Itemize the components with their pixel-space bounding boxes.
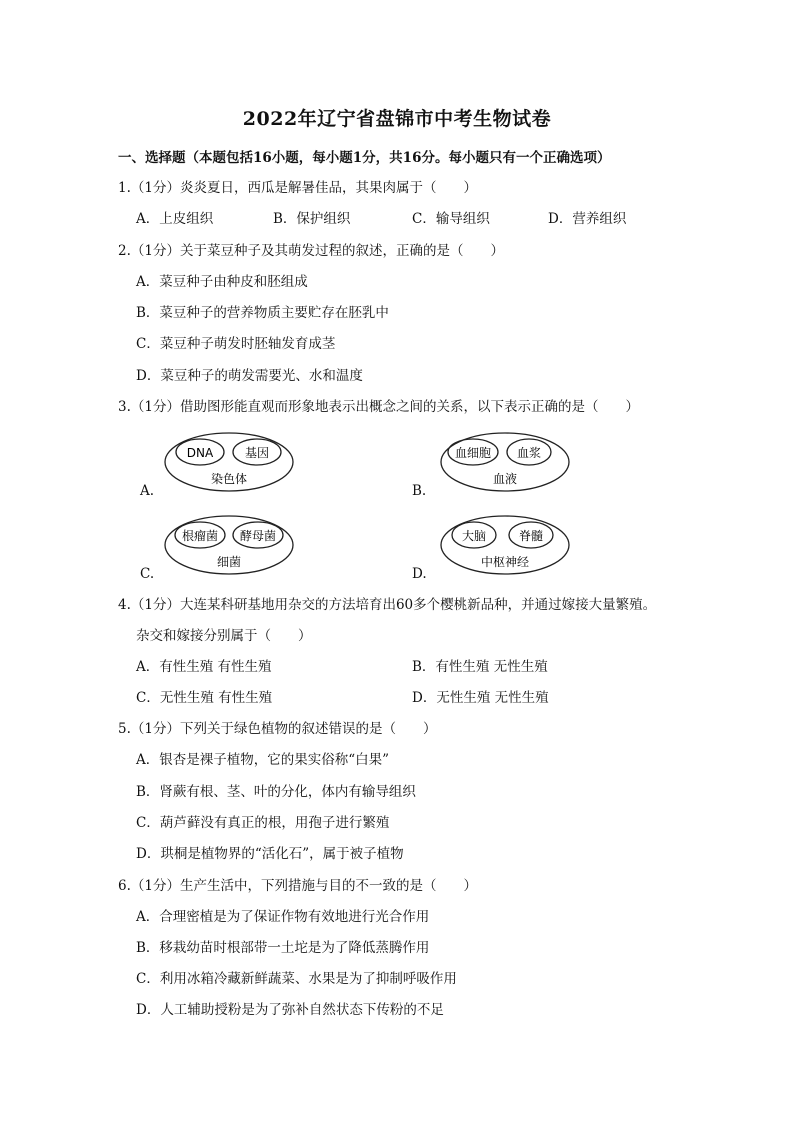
question-3-option-d: D. xyxy=(412,566,427,582)
question-1-option-a: A．上皮组织 xyxy=(136,211,214,227)
inner-label-left: 根瘤菌 xyxy=(181,529,219,543)
inner-label-right: 基因 xyxy=(244,446,270,460)
question-2-option-b: B．菜豆种子的营养物质主要贮存在胚乳中 xyxy=(136,305,389,321)
venn-diagram-c xyxy=(163,514,295,576)
question-2-option-d: D．菜豆种子的萌发需要光、水和温度 xyxy=(136,368,363,384)
question-6-option-c: C．利用冰箱冷藏新鲜蔬菜、水果是为了抑制呼吸作用 xyxy=(136,971,457,987)
question-4-option-a: A．有性生殖 有性生殖 xyxy=(136,659,272,675)
question-5-option-c: C．葫芦藓没有真正的根，用孢子进行繁殖 xyxy=(136,815,390,831)
question-4-stem: 4.（1分）大连某科研基地用杂交的方法培育出60多个樱桃新品种，并通过嫁接大量繁殖。 xyxy=(118,597,657,613)
venn-diagram-d xyxy=(439,514,571,576)
venn-diagram-b xyxy=(439,431,571,493)
venn-diagram-a xyxy=(163,431,295,493)
inner-label-left: 大脑 xyxy=(461,529,487,543)
inner-label-left: 血细胞 xyxy=(454,446,492,460)
outer-label: 中枢神经 xyxy=(480,555,530,569)
question-6-stem: 6.（1分）生产生活中，下列措施与目的不一致的是（ ） xyxy=(118,878,477,894)
inner-label-right: 血浆 xyxy=(516,446,542,460)
outer-label: 血液 xyxy=(492,472,518,486)
question-1-option-d: D．营养组织 xyxy=(548,211,627,227)
question-2-option-c: C．菜豆种子萌发时胚轴发育成茎 xyxy=(136,336,336,352)
question-1-stem: 1.（1分）炎炎夏日，西瓜是解暑佳品，其果肉属于（ ） xyxy=(118,180,477,196)
inner-label-right: 酵母菌 xyxy=(239,529,277,543)
inner-label-left: DNA xyxy=(186,446,214,460)
question-4-stem-continued: 杂交和嫁接分别属于（ ） xyxy=(136,628,312,644)
question-4-option-b: B．有性生殖 无性生殖 xyxy=(412,659,548,675)
question-6-option-a: A．合理密植是为了保证作物有效地进行光合作用 xyxy=(136,909,430,925)
question-5-option-d: D．珙桐是植物界的“活化石”，属于被子植物 xyxy=(136,846,404,862)
outer-label: 染色体 xyxy=(210,472,248,486)
inner-label-right: 脊髓 xyxy=(518,529,544,543)
question-3-option-c: C. xyxy=(140,566,155,582)
section-heading: 一、选择题（本题包括16小题，每小题1分，共16分。每小题只有一个正确选项） xyxy=(118,150,611,166)
page-title: 2022年辽宁省盘锦市中考生物试卷 xyxy=(242,108,552,130)
question-2-stem: 2.（1分）关于菜豆种子及其萌发过程的叙述，正确的是（ ） xyxy=(118,243,504,259)
question-5-option-b: B．肾蕨有根、茎、叶的分化，体内有输导组织 xyxy=(136,784,416,800)
question-5-stem: 5.（1分）下列关于绿色植物的叙述错误的是（ ） xyxy=(118,721,437,737)
question-4-option-c: C．无性生殖 有性生殖 xyxy=(136,690,273,706)
question-6-option-d: D．人工辅助授粉是为了弥补自然状态下传粉的不足 xyxy=(136,1002,444,1018)
question-3-option-a: A. xyxy=(140,483,155,499)
question-2-option-a: A．菜豆种子由种皮和胚组成 xyxy=(136,274,308,290)
question-5-option-a: A．银杏是裸子植物，它的果实俗称“白果” xyxy=(136,752,390,768)
question-3-stem: 3.（1分）借助图形能直观而形象地表示出概念之间的关系，以下表示正确的是（ ） xyxy=(118,399,639,415)
question-1-option-c: C．输导组织 xyxy=(412,211,490,227)
question-1-option-b: B．保护组织 xyxy=(273,211,351,227)
question-3-option-b: B. xyxy=(412,483,427,499)
question-4-option-d: D．无性生殖 无性生殖 xyxy=(412,690,549,706)
question-6-option-b: B．移栽幼苗时根部带一土坨是为了降低蒸腾作用 xyxy=(136,940,430,956)
outer-label: 细菌 xyxy=(216,555,242,569)
